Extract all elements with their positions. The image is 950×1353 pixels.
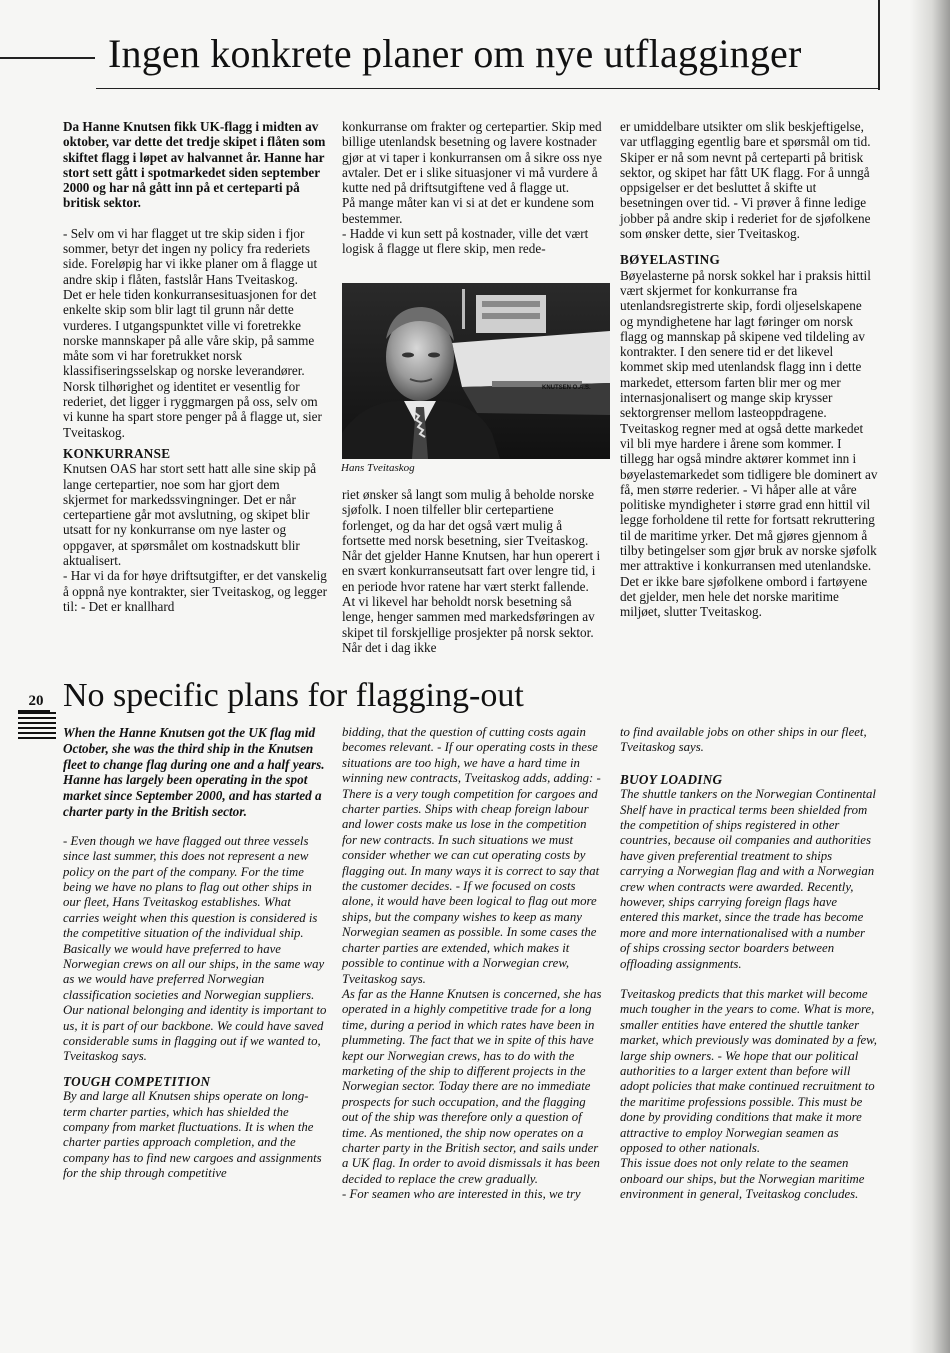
english-paragraph: to find available jobs on other ships in our fleet, Tveitaskog says. [620,725,867,755]
norwegian-subheading-konkurranse: KONKURRANSE [63,445,171,461]
norwegian-paragraph: Det er hele tiden konkurransesituasjonen for det enkelte skip som blir lagt til grunn når dette vurderes. I utgangspunktet ville vi foretrekke norske mannskaper på alle våre skip, på samme måte som vi har foretrukket norsk klassifiseringsselskap og norske leverandører. Norsk tilhørighet og identitet er vesentlig for rederiet, det ligger i ryggmargen på oss, selv om vi kunne ha spart store penger på å flagge ut, sier Tveitaskog. [63,286,322,440]
page-number [16,690,56,712]
title-rule-left [0,57,95,59]
title-underline [96,88,880,89]
english-paragraph: - Even though we have flagged out three vessels since last summer, this does not represent a new policy on the part of the company. For the time being we have no plans to flag out other ships in our fleet, Hans Tveitaskog establishes. What carries weight when this question is considered is the competitive situation of the individual ship. Basically we would have preferred to have Norwegian crews on all our ships, in the same way as we would have preferred Norwegian classification societies and Norwegian suppliers. Our national belonging and identity is important to us, it is part of our backbone. We could have saved considerable sums in flagging out if we wanted to, Tveitaskog says. [63,833,327,1064]
english-column-2 [342,725,604,1203]
english-paragraph: bidding, that the question of cutting costs again becomes relevant. - If our operating costs in these situations are too high, we have a hard time in winning new contracts, Tveitaskog adds, adding: - There is a very tough competition for cargoes and charter parties. Ships with cheap foreign labour and lower costs make us lose in the competition for new contracts. In such situations we must consider whether we can cut operating costs by flagging out. In many ways it is correct to say that the customer decides. - If we focused on costs alone, it would have been logical to flag out more ships, but the company wishes to keep as many Norwegian seamen as possible. In some cases the charter parties are extended, which makes it possible to continue with a Norwegian crew, Tveitaskog says. [342,725,601,986]
photo-ship-label: KNUTSEN O.A.S. [542,385,591,391]
norwegian-column-1 [63,119,327,614]
english-headline: No specific plans for flagging-out [63,677,524,714]
norwegian-headline: Ingen konkrete planer om nye utflagginger [108,31,802,76]
english-paragraph: - For seamen who are interested in this, we try [342,1187,581,1202]
english-subheading-tough-competition: TOUGH COMPETITION [63,1073,211,1089]
norwegian-paragraph: konkurranse om frakter og certepartier. Skip med billige utenlandsk besetning og lavere kostnader gjør at vi taper i konkurransen om å sikre oss nye avtaler. Det er i slike situasjoner vi må vurdere å kutte ned på driftsutgiftene ved å flagge ut. [342,119,603,196]
norwegian-subheading-boyelasting: BØYELASTING [620,252,721,268]
norwegian-column-3 [620,119,878,620]
norwegian-paragraph: - Selv om vi har flagget ut tre skip siden i fjor sommer, betyr det ingen ny policy fra rederiets side. Foreløpig har vi ikke planer om å flagge ut andre skip i flåten, fastslår Hans Tveitaskog. [63,225,318,287]
norwegian-paragraph: Bøyelasterne på norsk sokkel har i praksis hittil vært skjermet for konkurranse fra utenlandsregistrerte skip, fordi oljeselskapene og myndighetene har lagt føringer om norsk flagg og mannskap på skipene ved tildeling av kontrakter. I den senere tid er det likevel kommet skip med utenlandsk flagg inn i dette markedet, ettersom farten blir mer og mer internasjonalisert og mange skip krysser sektorgrenser mellom lasteoppdragene. Tveitaskog regner med at også dette markedet vil bli mye hardere i årene som kommer. I tillegg har også mindre aktører kommet inn i bøyelastemarkedet som tidligere ble dominert av få, men større rederier. - Vi håper alle at våre politiske myndigheter i større grad enn hittil vil legge forholdene til rette for fortsatt rekruttering til de maritime yrker. Det må gjøres gjennom å tilby betingelser som gjør bruk av norske sjøfolk mer attraktive i konkurransen med utenlandske. Det er ikke bare sjøfolkene ombord i fartøyene det gjelder, men hele det norske maritime miljøet, slutter Tveitaskog. [620,267,878,620]
english-lead: When the Hanne Knutsen got the UK flag mid October, she was the third ship in the Knutsen fleet to change flag during one and a half years. Hanne has largely been operating in the spot market since September 2000, and has started a charter party in the British sector. [63,725,325,819]
english-paragraph: By and large all Knutsen ships operate on long-term charter parties, which has shielded the company from market fluctuations. It is when the charter parties approach completion, and the company has to find new cargoes and assignments for the ship through competitive [63,1089,322,1181]
decorative-stripes [18,712,56,742]
english-paragraph: This issue does not only relate to the seamen onboard our ships, but the Norwegian maritime environment in general, Tveitaskog concludes. [620,1156,865,1202]
english-paragraph: The shuttle tankers on the Norwegian Continental Shelf have in practical terms been shielded from the competition of ships registered in other countries, because oil companies and authorities have given preferential treatment to ships carrying a Norwegian flag and with a Norwegian crew when contracts were awarded. Recently, however, ships carrying foreign flags have entered this market, since the trade has become more and more internationalised with a number of ships crossing sector boarders between offloading assignments. [620,787,876,971]
portrait-photo-graphic [342,283,610,459]
english-subheading-buoy-loading: BUOY LOADING [620,771,723,787]
norwegian-paragraph: Knutsen OAS har stort sett hatt alle sine skip på lange certepartier, noe som har gjort dem skjermet for markedssvingninger. Det er når certepartiene går mot avslutning, og skipet blir utsatt for ny konkurranse om nye laster og oppgaver, at spørsmålet om kostnadskutt blir aktualisert. [63,461,317,569]
norwegian-paragraph: er umiddelbare utsikter om slik beskjeftigelse, var utflagging egentlig bare et spørsmål om tid. Skiper er nå som nevnt på certeparti på britisk sektor, og skipet har fått UK flagg. For å unngå oppsigelser er det besluttet å skifte ut besetningen over tid. - Vi prøver å finne ledige jobber på andre skip i rederiet for de sjøfolkene som ønsker dette, sier Tveitaskog. [620,119,871,242]
norwegian-paragraph: - Har vi da for høye driftsutgifter, er det vanskelig å oppnå nye kontrakter, sier Tveitaskog, og legger til: - Det er knallhard [63,568,327,614]
portrait-photo [342,283,610,459]
page-edge-shadow [910,0,950,1353]
page-number-text: 20 [28,693,44,709]
norwegian-column-2-top [342,119,604,257]
norwegian-paragraph: På mange måter kan vi si at det er kundene som bestemmer. [342,195,594,226]
english-paragraph: Tveitaskog predicts that this market will become much tougher in the years to come. What is more, smaller entities have entered the shuttle tanker market, which previously was dominated by a few, large ship owners. - We hope that our political authorities to a larger extent than before will adopt policies that make continued recruitment to the maritime professions possible. This must be done by providing conditions that make it more attractive to employ Norwegian seamen as opposed to other nationals. [620,986,877,1156]
english-column-1 [63,725,327,1182]
norwegian-column-2-bottom [342,487,604,655]
norwegian-paragraph: - Hadde vi kun sett på kostnader, ville det vært logisk å flagge ut flere skip, men rede- [342,226,589,257]
photo-caption: Hans Tveitaskog [341,462,415,474]
title-rule-right [878,0,880,90]
english-column-3 [620,725,878,1203]
norwegian-lead: Da Hanne Knutsen fikk UK-flagg i midten av oktober, var dette det tredje skipet i flåten som skiftet flagg i løpet av halvannet år. Hanne har stort sett gått i spotmarkedet siden september 2000 og har nå gått inn på et certeparti på britisk sektor. [63,119,326,211]
norwegian-paragraph: riet ønsker så langt som mulig å beholde norske sjøfolk. I noen tilfeller blir certepartiene forlenget, og da har det også vært mulig å fortsette med norsk besetning, sier Tveitaskog. Når det gjelder Hanne Knutsen, har hun operert i en svært konkurranseutsatt fart over lengre tid, i en periode hvor ratene har vært sterkt fallende. At vi likevel har beholdt norsk besetning så lenge, henger sammen med markedsføringen av skipet til forskjellige prosjekter på norsk sektor. Når det i dag ikke [342,487,601,655]
english-paragraph: As far as the Hanne Knutsen is concerned, she has operated in a highly competitive trade for a long time, during a period in which rates have been in plummeting. The fact that we in spite of this have kept our Norwegian crews, has to do with the marketing of the ship to different projects in the Norwegian sector. Today there are no immediate prospects for such occupation, and the flagging out of the ship was therefore only a question of time. As mentioned, the ship now operates on a charter party in the British sector, and sails under a UK flag. In order to avoid dismissals it has been decided to replace the crew gradually. [342,986,602,1186]
